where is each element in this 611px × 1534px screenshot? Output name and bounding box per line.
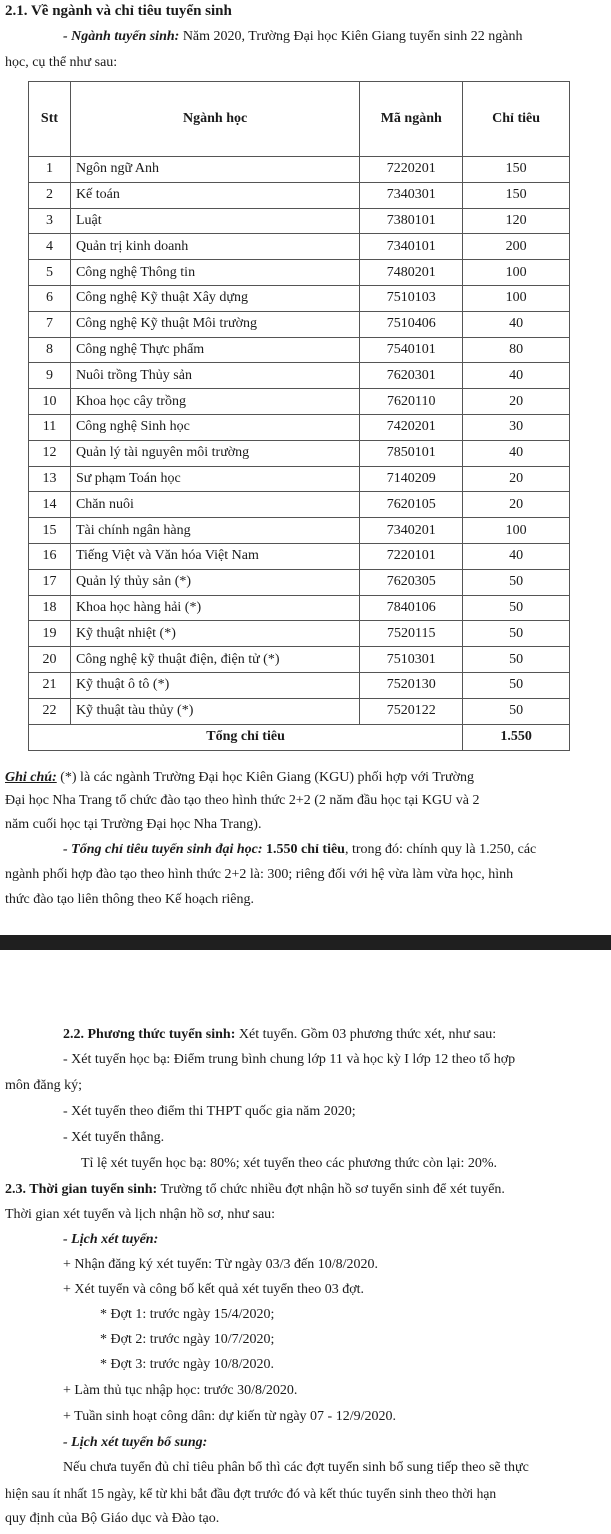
table-row — [29, 518, 570, 544]
cell-major-name: Công nghệ Kỹ thuật Môi trường — [70, 311, 359, 337]
table-row — [29, 311, 570, 337]
total-value: 1.550 — [463, 724, 570, 750]
cell-major-name: Quản lý thủy sản (*) — [70, 569, 359, 595]
cell-stt: 15 — [29, 518, 71, 544]
cell-quota: 30 — [463, 414, 570, 440]
cell-quota: 50 — [463, 621, 570, 647]
cell-stt: 2 — [29, 182, 71, 208]
note-line3: năm cuối học tại Trường Đại học Nha Trang). — [5, 817, 262, 832]
round-1: * Đợt 1: trước ngày 15/4/2020; — [100, 1307, 275, 1322]
cell-stt: 1 — [29, 157, 71, 183]
table-row — [29, 157, 570, 183]
ratio-text: Tỉ lệ xét tuyển học bạ: 80%; xét tuyển theo các phương thức còn lại: 20%. — [81, 1156, 498, 1171]
cell-major-name: Công nghệ kỹ thuật điện, điện tử (*) — [70, 647, 359, 673]
intro-paragraph-line2: học, cụ thể như sau: — [5, 55, 118, 70]
cell-major-code: 7510103 — [360, 285, 463, 311]
cell-major-code: 7620110 — [360, 389, 463, 415]
schedule-item-3: + Làm thủ tục nhập học: trước 30/8/2020. — [63, 1383, 298, 1398]
cell-major-code: 7620305 — [360, 569, 463, 595]
cell-major-code: 7620301 — [360, 363, 463, 389]
cell-major-code: 7140209 — [360, 466, 463, 492]
table-row — [29, 492, 570, 518]
cell-quota: 150 — [463, 182, 570, 208]
total-row — [29, 724, 570, 750]
table-row — [29, 621, 570, 647]
cell-major-name: Ngôn ngữ Anh — [70, 157, 359, 183]
total-paragraph-line2: ngành phối hợp đào tạo theo hình thức 2+2 là: 300; riêng đối với hệ vừa làm vừa học, hình — [5, 867, 514, 882]
cell-major-code: 7540101 — [360, 337, 463, 363]
section-2-2-title-rest: Xét tuyển. Gồm 03 phương thức xét, như sau: — [235, 1027, 497, 1042]
table-row — [29, 208, 570, 234]
cell-major-code: 7340201 — [360, 518, 463, 544]
intro-paragraph-line1 — [63, 29, 523, 45]
cell-quota: 200 — [463, 234, 570, 260]
cell-major-name: Kỹ thuật tàu thủy (*) — [70, 698, 359, 724]
supplementary-title: - Lịch xét tuyển bổ sung: — [63, 1435, 208, 1450]
table-row — [29, 672, 570, 698]
cell-major-name: Quản lý tài nguyên môi trường — [70, 440, 359, 466]
method-2: - Xét tuyển theo điểm thi THPT quốc gia năm 2020; — [63, 1104, 356, 1119]
cell-quota: 100 — [463, 260, 570, 286]
cell-major-code: 7620105 — [360, 492, 463, 518]
schedule-item-1: + Nhận đăng ký xét tuyển: Từ ngày 03/3 đến 10/8/2020. — [63, 1257, 379, 1272]
cell-major-code: 7340301 — [360, 182, 463, 208]
cell-major-name: Kỹ thuật ô tô (*) — [70, 672, 359, 698]
schedule-title: - Lịch xét tuyển: — [63, 1232, 159, 1247]
cell-stt: 19 — [29, 621, 71, 647]
cell-major-name: Chăn nuôi — [70, 492, 359, 518]
cell-stt: 10 — [29, 389, 71, 415]
cell-stt: 6 — [29, 285, 71, 311]
cell-major-code: 7520122 — [360, 698, 463, 724]
round-3: * Đợt 3: trước ngày 10/8/2020. — [100, 1357, 275, 1372]
table-row — [29, 543, 570, 569]
table-row — [29, 595, 570, 621]
page-divider — [0, 935, 611, 950]
table-row — [29, 569, 570, 595]
header-quota: Chỉ tiêu — [463, 82, 570, 157]
section-2-3-heading — [5, 1182, 505, 1198]
cell-major-code: 7520115 — [360, 621, 463, 647]
cell-quota: 20 — [463, 466, 570, 492]
supplementary-line3: quy định của Bộ Giáo dục và Đào tạo. — [5, 1511, 220, 1526]
cell-major-code: 7340101 — [360, 234, 463, 260]
header-major-name: Ngành học — [70, 82, 359, 157]
cell-quota: 50 — [463, 698, 570, 724]
cell-major-code: 7420201 — [360, 414, 463, 440]
cell-major-name: Luật — [70, 208, 359, 234]
total-paragraph-value: 1.550 chỉ tiêu — [262, 842, 345, 857]
cell-stt: 17 — [29, 569, 71, 595]
total-label: Tổng chỉ tiêu — [29, 724, 463, 750]
cell-stt: 13 — [29, 466, 71, 492]
schedule-item-4: + Tuần sinh hoạt công dân: dự kiến từ ngày 07 - 12/9/2020. — [63, 1409, 396, 1424]
note-line1 — [5, 770, 474, 786]
cell-major-code: 7850101 — [360, 440, 463, 466]
cell-stt: 22 — [29, 698, 71, 724]
cell-quota: 80 — [463, 337, 570, 363]
supplementary-line2: hiện sau ít nhất 15 ngày, kể từ khi bắt đầu đợt trước đó và kết thúc tuyển sinh theo thời hạn — [5, 1486, 497, 1501]
cell-major-name: Sư phạm Toán học — [70, 466, 359, 492]
cell-major-code: 7520130 — [360, 672, 463, 698]
schedule-item-2: + Xét tuyển và công bố kết quả xét tuyển theo 03 đợt. — [63, 1282, 365, 1297]
section-2-3-line2: Thời gian xét tuyển và lịch nhận hồ sơ, như sau: — [5, 1207, 276, 1222]
note-text: (*) là các ngành Trường Đại học Kiên Giang (KGU) phối hợp với Trường — [56, 770, 475, 785]
note-label: Ghi chú: — [5, 770, 57, 785]
cell-stt: 12 — [29, 440, 71, 466]
cell-major-name: Khoa học cây trồng — [70, 389, 359, 415]
method-1-line1: - Xét tuyển học bạ: Điểm trung bình chung lớp 11 và học kỳ I lớp 12 theo tổ hợp — [63, 1052, 516, 1067]
table-row — [29, 260, 570, 286]
cell-quota: 50 — [463, 569, 570, 595]
cell-quota: 100 — [463, 518, 570, 544]
cell-major-name: Tài chính ngân hàng — [70, 518, 359, 544]
round-2: * Đợt 2: trước ngày 10/7/2020; — [100, 1332, 275, 1347]
table-row — [29, 234, 570, 260]
section-2-3-title: 2.3. Thời gian tuyển sinh: — [5, 1182, 158, 1197]
cell-stt: 7 — [29, 311, 71, 337]
total-paragraph-label: - Tổng chỉ tiêu tuyển sinh đại học: — [63, 842, 263, 857]
cell-stt: 4 — [29, 234, 71, 260]
method-3: - Xét tuyển thẳng. — [63, 1130, 165, 1145]
cell-major-code: 7510406 — [360, 311, 463, 337]
table-row — [29, 285, 570, 311]
cell-stt: 14 — [29, 492, 71, 518]
cell-major-name: Quản trị kinh doanh — [70, 234, 359, 260]
cell-quota: 150 — [463, 157, 570, 183]
cell-quota: 40 — [463, 440, 570, 466]
note-line2: Đại học Nha Trang tổ chức đào tạo theo hình thức 2+2 (2 năm đầu học tại KGU và 2 — [5, 793, 480, 808]
cell-major-name: Công nghệ Thực phẩm — [70, 337, 359, 363]
majors-table — [28, 81, 570, 751]
cell-stt: 3 — [29, 208, 71, 234]
table-row — [29, 182, 570, 208]
cell-major-code: 7220201 — [360, 157, 463, 183]
cell-major-name: Kế toán — [70, 182, 359, 208]
cell-major-name: Khoa học hàng hải (*) — [70, 595, 359, 621]
table-row — [29, 363, 570, 389]
cell-stt: 16 — [29, 543, 71, 569]
cell-major-name: Kỹ thuật nhiệt (*) — [70, 621, 359, 647]
total-paragraph-rest: , trong đó: chính quy là 1.250, các — [344, 842, 537, 857]
cell-quota: 40 — [463, 311, 570, 337]
cell-quota: 120 — [463, 208, 570, 234]
cell-quota: 50 — [463, 647, 570, 673]
cell-major-name: Nuôi trồng Thủy sản — [70, 363, 359, 389]
table-row — [29, 466, 570, 492]
cell-quota: 20 — [463, 389, 570, 415]
cell-major-name: Công nghệ Thông tin — [70, 260, 359, 286]
table-row — [29, 389, 570, 415]
cell-quota: 100 — [463, 285, 570, 311]
table-row — [29, 698, 570, 724]
cell-major-code: 7510301 — [360, 647, 463, 673]
section-2-2-title: 2.2. Phương thức tuyển sinh: — [63, 1027, 236, 1042]
cell-stt: 20 — [29, 647, 71, 673]
table-row — [29, 647, 570, 673]
cell-major-name: Công nghệ Sinh học — [70, 414, 359, 440]
section-2-3-title-rest: Trường tổ chức nhiều đợt nhận hồ sơ tuyển sinh để xét tuyển. — [157, 1182, 505, 1197]
cell-major-name: Tiếng Việt và Văn hóa Việt Nam — [70, 543, 359, 569]
header-major-code: Mã ngành — [360, 82, 463, 157]
header-stt: Stt — [29, 82, 71, 157]
cell-major-name: Công nghệ Kỹ thuật Xây dựng — [70, 285, 359, 311]
cell-quota: 40 — [463, 363, 570, 389]
table-row — [29, 414, 570, 440]
table-header-row — [29, 82, 570, 157]
cell-major-code: 7220101 — [360, 543, 463, 569]
section-2-2-heading — [63, 1027, 496, 1043]
cell-stt: 21 — [29, 672, 71, 698]
cell-quota: 20 — [463, 492, 570, 518]
total-paragraph-line3: thức đào tạo liên thông theo Kế hoạch riêng. — [5, 892, 255, 907]
cell-stt: 9 — [29, 363, 71, 389]
cell-stt: 5 — [29, 260, 71, 286]
cell-major-code: 7380101 — [360, 208, 463, 234]
intro-text: Năm 2020, Trường Đại học Kiên Giang tuyển sinh 22 ngành — [179, 29, 523, 44]
cell-stt: 11 — [29, 414, 71, 440]
table-row — [29, 337, 570, 363]
cell-quota: 40 — [463, 543, 570, 569]
cell-major-code: 7480201 — [360, 260, 463, 286]
cell-quota: 50 — [463, 595, 570, 621]
intro-label: - Ngành tuyển sinh: — [63, 29, 180, 44]
supplementary-line1: Nếu chưa tuyển đủ chỉ tiêu phân bổ thì các đợt tuyển sinh bổ sung tiếp theo sẽ thực — [63, 1460, 529, 1475]
total-paragraph-line1 — [63, 842, 536, 858]
method-1-line2: môn đăng ký; — [5, 1078, 82, 1093]
cell-stt: 18 — [29, 595, 71, 621]
cell-major-code: 7840106 — [360, 595, 463, 621]
section-2-1-heading: 2.1. Về ngành và chỉ tiêu tuyển sinh — [5, 3, 232, 19]
table-row — [29, 440, 570, 466]
cell-quota: 50 — [463, 672, 570, 698]
cell-stt: 8 — [29, 337, 71, 363]
